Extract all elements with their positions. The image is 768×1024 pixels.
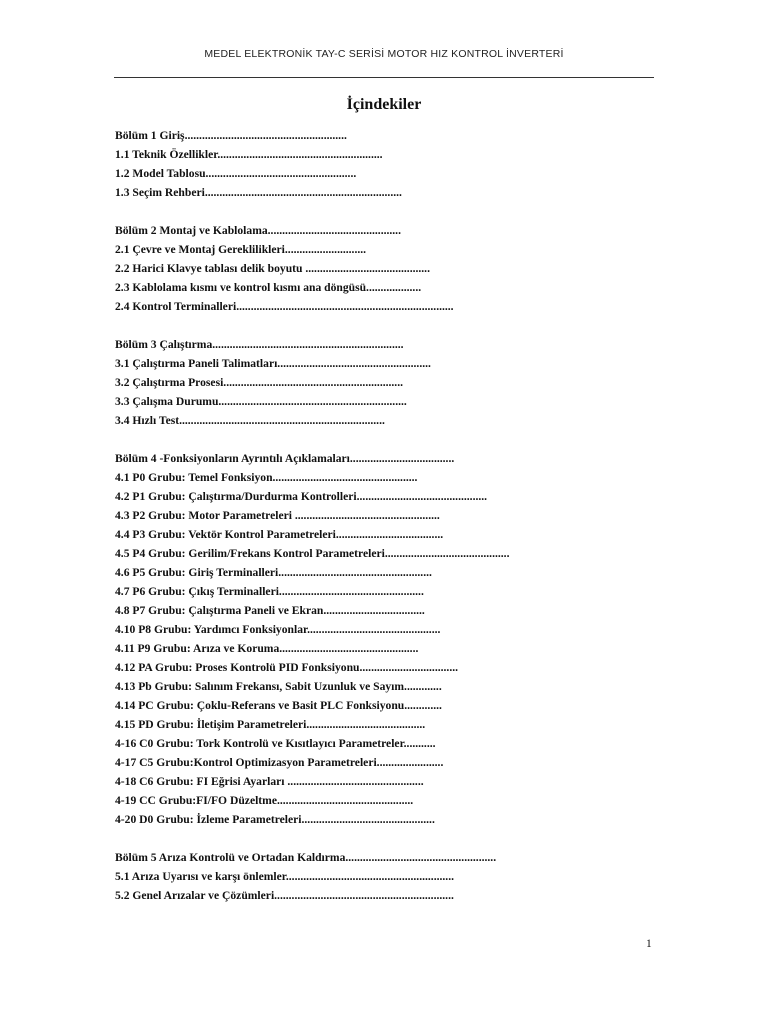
toc-entry[interactable]: 4.5 P4 Grubu: Gerilim/Frekans Kontrol Parametreleri........................................... [115, 547, 510, 560]
section-spacer [115, 316, 675, 335]
toc-entry[interactable]: 2.2 Harici Klavye tablası delik boyutu ........................................... [115, 262, 430, 275]
toc-section-heading[interactable]: Bölüm 3 Çalıştırma.................................................................. [115, 338, 404, 351]
toc-entry[interactable]: 1.1 Teknik Özellikler......................................................... [115, 148, 383, 161]
toc-entry[interactable]: 4.2 P1 Grubu: Çalıştırma/Durdurma Kontrolleri............................................. [115, 490, 488, 503]
section-spacer [115, 202, 675, 221]
toc-entry[interactable]: 2.3 Kablolama kısmı ve kontrol kısmı ana döngüsü................... [115, 281, 422, 294]
toc-section-heading[interactable]: Bölüm 5 Arıza Kontrolü ve Ortadan Kaldırma.................................................... [115, 851, 497, 864]
toc-entry[interactable]: 2.4 Kontrol Terminalleri........................................................................... [115, 300, 454, 313]
toc-entry[interactable]: 4-18 C6 Grubu: FI Eğrisi Ayarları ............................................... [115, 775, 424, 788]
toc-entry[interactable]: 4.10 P8 Grubu: Yardımcı Fonksiyonlar.............................................. [115, 623, 441, 636]
toc-entry[interactable]: 4.15 PD Grubu: İletişim Parametreleri......................................... [115, 718, 426, 731]
page-title: İçindekiler [346, 96, 422, 113]
toc-entry[interactable]: 3.2 Çalıştırma Prosesi.............................................................. [115, 376, 404, 389]
toc-entry[interactable]: 4.3 P2 Grubu: Motor Parametreleri .................................................. [115, 509, 440, 522]
toc-section-heading[interactable]: Bölüm 4 -Fonksiyonların Ayrıntılı Açıklamaları.................................... [115, 452, 455, 465]
toc-entry[interactable]: 4.7 P6 Grubu: Çıkış Terminalleri.................................................. [115, 585, 424, 598]
running-header: MEDEL ELEKTRONİK TAY-C SERİSİ MOTOR HIZ KONTROL İNVERTERİ [204, 48, 564, 60]
toc-entry[interactable]: 4-20 D0 Grubu: İzleme Parametreleri.............................................. [115, 813, 435, 826]
toc-entry[interactable]: 4-17 C5 Grubu:Kontrol Optimizasyon Parametreleri....................... [115, 756, 444, 769]
toc-entry[interactable]: 3.3 Çalışma Durumu................................................................. [115, 395, 407, 408]
header-divider [114, 77, 654, 78]
section-spacer [115, 430, 675, 449]
toc-entry[interactable]: 4.6 P5 Grubu: Giriş Terminalleri..................................................... [115, 566, 432, 579]
section-spacer [115, 829, 675, 848]
toc-entry[interactable]: 3.4 Hızlı Test....................................................................... [115, 414, 385, 427]
toc-entry[interactable]: 4-19 CC Grubu:FI/FO Düzeltme............................................... [115, 794, 414, 807]
toc-entry[interactable]: 4.1 P0 Grubu: Temel Fonksiyon.................................................. [115, 471, 418, 484]
toc-section-heading[interactable]: Bölüm 1 Giriş........................................................ [115, 129, 347, 142]
toc-entry[interactable]: 2.1 Çevre ve Montaj Gereklilikleri............................ [115, 243, 367, 256]
toc-entry[interactable]: 3.1 Çalıştırma Paneli Talimatları..................................................... [115, 357, 431, 370]
toc-entry[interactable]: 4.13 Pb Grubu: Salınım Frekansı, Sabit Uzunluk ve Sayım............. [115, 680, 442, 693]
toc-entry[interactable]: 5.2 Genel Arızalar ve Çözümleri.............................................................. [115, 889, 454, 902]
toc-entry[interactable]: 1.3 Seçim Rehberi.................................................................... [115, 186, 402, 199]
page-number: 1 [646, 938, 652, 950]
toc-entry[interactable]: 4.11 P9 Grubu: Arıza ve Koruma................................................ [115, 642, 419, 655]
toc-entry[interactable]: 4-16 C0 Grubu: Tork Kontrolü ve Kısıtlayıcı Parametreler........... [115, 737, 436, 750]
toc-entry[interactable]: 1.2 Model Tablosu.................................................... [115, 167, 357, 180]
toc-entry[interactable]: 4.8 P7 Grubu: Çalıştırma Paneli ve Ekran................................... [115, 604, 425, 617]
toc-entry[interactable]: 5.1 Arıza Uyarısı ve karşı önlemler.......................................................... [115, 870, 454, 883]
table-of-contents [115, 126, 675, 905]
toc-entry[interactable]: 4.14 PC Grubu: Çoklu-Referans ve Basit PLC Fonksiyonu............. [115, 699, 442, 712]
toc-section-heading[interactable]: Bölüm 2 Montaj ve Kablolama.............................................. [115, 224, 401, 237]
toc-entry[interactable]: 4.4 P3 Grubu: Vektör Kontrol Parametreleri..................................... [115, 528, 444, 541]
toc-entry[interactable]: 4.12 PA Grubu: Proses Kontrolü PID Fonksiyonu.................................. [115, 661, 459, 674]
